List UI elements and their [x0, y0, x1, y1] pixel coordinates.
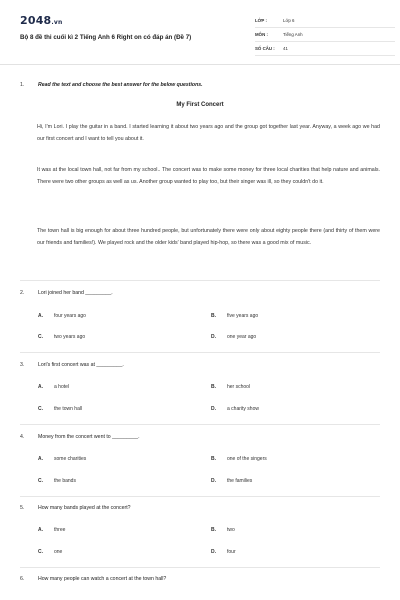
- option-d[interactable]: D. the families: [211, 478, 253, 484]
- passage-paragraph: The town hall is big enough for about three hundred people, but unfortunately there were only about eighty people there (and thirty of them were our friends and families!). We played rock and the older kids' band played hip-hop, so there was a good mix of music.: [37, 228, 380, 246]
- option-d[interactable]: D. four: [211, 549, 236, 555]
- passage-paragraph: It was at the local town hall, not far from my school.. The concert was to make some money for three local charities that help nature and animals. There were two other groups as well as us. Another group wanted to play too, but their singer was ill, so they couldn't do it.: [37, 167, 380, 185]
- logo-suffix: .vn: [51, 19, 63, 26]
- question-number: 5.: [20, 505, 25, 511]
- question-text: Read the text and choose the best answer for the below questions.: [38, 82, 203, 88]
- passage-title: My First Concert: [176, 102, 224, 108]
- meta-row-class: [255, 14, 395, 28]
- meta-table: [255, 14, 395, 56]
- option-a[interactable]: A. a hotel: [38, 384, 70, 390]
- meta-value: Tiếng Anh: [283, 32, 303, 37]
- option-c[interactable]: C. the town hall: [38, 406, 83, 412]
- meta-value: 41: [283, 46, 288, 51]
- meta-row-subject: [255, 28, 395, 42]
- option-c[interactable]: C. two years ago: [38, 334, 86, 340]
- document-title: Bộ 8 đề thi cuối kì 2 Tiếng Anh 6 Right on có đáp án (Đề 7): [20, 34, 192, 41]
- option-a[interactable]: A. some charities: [38, 456, 87, 462]
- question-text: How many bands played at the concert?: [38, 505, 131, 511]
- document-header: [20, 14, 380, 64]
- question-separator: [20, 496, 380, 497]
- option-a[interactable]: A. three: [38, 527, 66, 533]
- question-number: 3.: [20, 362, 25, 368]
- question-number: 6.: [20, 576, 25, 582]
- meta-key: MÔN :: [255, 32, 268, 37]
- option-a[interactable]: A. four years ago: [38, 313, 86, 319]
- option-d[interactable]: D. one year ago: [211, 334, 257, 340]
- site-logo[interactable]: [20, 14, 62, 27]
- question-text: Money from the concert went to _________.: [38, 434, 140, 440]
- question-number: 4.: [20, 434, 25, 440]
- meta-value: Lớp 6: [283, 18, 295, 23]
- question-separator: [20, 280, 380, 281]
- question-number: 1.: [20, 82, 25, 88]
- option-d[interactable]: D. a charity show: [211, 406, 259, 412]
- option-b[interactable]: B. one of the singers: [211, 456, 267, 462]
- logo-main: 2048: [20, 14, 52, 27]
- option-b[interactable]: B. five years ago: [211, 313, 259, 319]
- option-b[interactable]: B. two: [211, 527, 235, 533]
- option-c[interactable]: C. one: [38, 549, 63, 555]
- meta-key: SỐ CÂU :: [255, 46, 275, 51]
- option-b[interactable]: B. her school: [211, 384, 251, 390]
- header-divider: [0, 64, 400, 65]
- question-separator: [20, 424, 380, 425]
- option-c[interactable]: C. the bands: [38, 478, 76, 484]
- question-text: Lori joined her band _________.: [38, 290, 113, 296]
- question-text: How many people can watch a concert at the town hall?: [38, 576, 167, 582]
- passage-paragraph: Hi, I'm Lori. I play the guitar in a band. I started learning it about two years ago and the group got together last year. Anyway, a week ago we had our first concert and I want to tell you about it.: [37, 124, 380, 142]
- question-number: 2.: [20, 290, 25, 296]
- meta-row-count: [255, 42, 395, 56]
- question-separator: [20, 352, 380, 353]
- meta-key: LỚP :: [255, 18, 267, 23]
- question-separator: [20, 567, 380, 568]
- question-text: Lori's first concert was at _________.: [38, 362, 124, 368]
